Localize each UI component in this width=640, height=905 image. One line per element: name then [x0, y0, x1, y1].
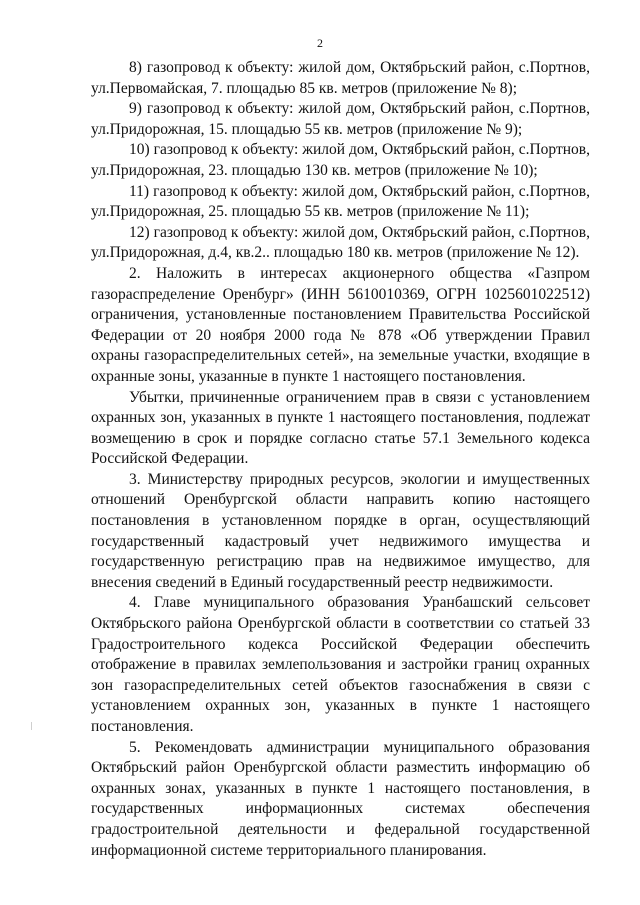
page-number: 2 — [317, 36, 323, 50]
item-12-paragraph: 12) газопровод к объекту: жилой дом, Октябрьский район, с.Портнов, ул.Придорожная, д.4, кв.2.. площадью 180 кв. метров (приложение № 12). — [91, 223, 590, 262]
item-8-paragraph: 8) газопровод к объекту: жилой дом, Октябрьский район, с.Портнов, ул.Первомайская, 7. площадью 85 кв. метров (приложение № 8); — [91, 59, 590, 97]
clause-4-paragraph: 4. Главе муниципального образования Уранбашский сельсовет Октябрьского района Оренбургской области в соответствии со статьей 33 Градостроительного кодекса Российской Федерации обеспечить отображение в правилах землепользования и застройки границ охранных зон газораспределительных сетей объектов газоснабжения в связи с установлением охранных зон, указанных в пункте 1 настоящего постановления. — [91, 594, 590, 735]
item-9-paragraph: 9) газопровод к объекту: жилой дом, Октябрьский район, с.Портнов, ул.Придорожная, 15. площадью 55 кв. метров (приложение № 9); — [91, 100, 590, 138]
clause-2-paragraph: 2. Наложить в интересах акционерного общества «Газпром газораспределение Оренбург» (ИНН 5610010369, ОГРН 1025601022512) ограничения, установленные постановлением Правительства Российской Федерации от 20 ноября 2000 года № 878 «Об утверждении Правил охраны газораспределительных сетей», на земельные участки, входящие в охранные зоны, указанные в пункте 1 настоящего постановления. — [91, 264, 590, 385]
item-11-paragraph: 11) газопровод к объекту: жилой дом, Октябрьский район, с.Портнов, ул.Придорожная, 25. площадью 55 кв. метров (приложение № 11); — [91, 182, 590, 221]
document-body — [91, 58, 590, 861]
damages-paragraph: Убытки, причиненные ограничением прав в связи с установлением охранных зон, указанных в пункте 1 настоящего постановления, подлежат возмещению в срок и порядке согласно статье 57.1 Земельного кодекса Российской Федерации. — [91, 388, 590, 468]
clause-3-paragraph: 3. Министерству природных ресурсов, экологии и имущественных отношений Оренбургской области направить копию настоящего постановления в установленном порядке в орган, осуществляющий государственный кадастровый учет недвижимого имущества и государственную регистрацию прав на недвижимое имущество, для внесения сведений в Единый государственный реестр недвижимости. — [91, 470, 590, 591]
item-10-paragraph: 10) газопровод к объекту: жилой дом, Октябрьский район, с.Портнов, ул.Придорожная, 23. площадью 130 кв. метров (приложение № 10); — [91, 141, 590, 179]
clause-5-paragraph: 5. Рекомендовать администрации муниципального образования Октябрьский район Оренбургской области разместить информацию об охранных зонах, указанных в пункте 1 настоящего постановления, в государственных информационных системах обеспечения градостроительной деятельности и федеральной государственной информационной системе территориального планирования. — [91, 738, 590, 859]
margin-mark — [31, 722, 32, 730]
